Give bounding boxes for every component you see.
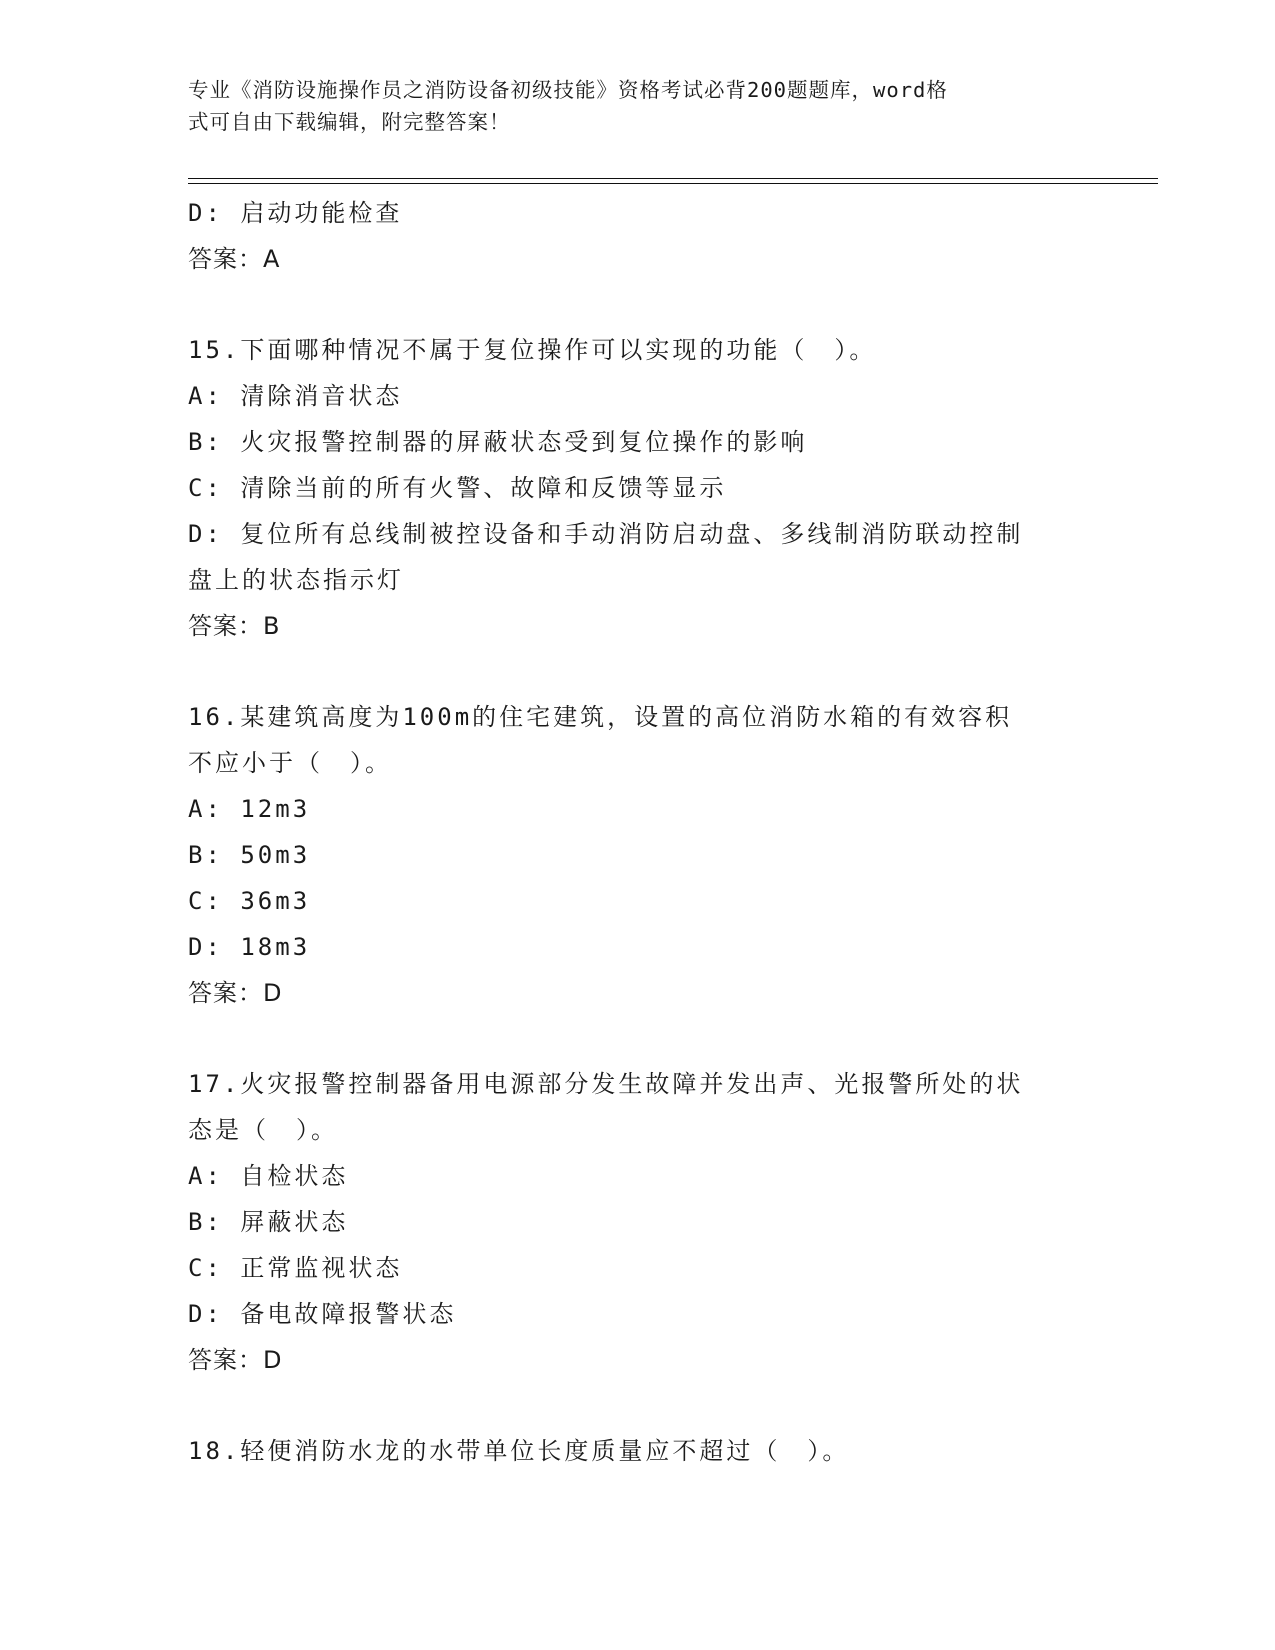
option-d: D: 备电故障报警状态 bbox=[188, 1300, 457, 1328]
option-d-line-2: 盘上的状态指示灯 bbox=[188, 566, 404, 594]
option-b: B: 50m3 bbox=[188, 841, 311, 869]
question-15 bbox=[188, 327, 1088, 649]
option-a: A: 自检状态 bbox=[188, 1162, 349, 1190]
option-d: D: 18m3 bbox=[188, 933, 311, 961]
question-stem-line-2: 态是（ ）。 bbox=[188, 1116, 338, 1144]
option-c: C: 正常监视状态 bbox=[188, 1254, 403, 1282]
question-list bbox=[188, 190, 1088, 1474]
question-stem-line-1: 16.某建筑高度为100m的住宅建筑，设置的高位消防水箱的有效容积 bbox=[188, 703, 1013, 731]
document-header bbox=[188, 74, 1078, 138]
option-d: D: 启动功能检查 bbox=[188, 199, 403, 227]
question-16 bbox=[188, 694, 1088, 1016]
option-b: B: 屏蔽状态 bbox=[188, 1208, 349, 1236]
answer: 答案：A bbox=[188, 245, 281, 273]
option-d-line-1: D: 复位所有总线制被控设备和手动消防启动盘、多线制消防联动控制 bbox=[188, 520, 1024, 548]
option-a: A: 清除消音状态 bbox=[188, 382, 403, 410]
option-c: C: 36m3 bbox=[188, 887, 311, 915]
header-rule-bottom bbox=[188, 183, 1158, 184]
header-line-2: 式可自由下载编辑，附完整答案！ bbox=[188, 110, 511, 134]
header-line-1: 专业《消防设施操作员之消防设备初级技能》资格考试必背200题题库，word格 bbox=[188, 78, 948, 102]
answer: 答案：B bbox=[188, 612, 281, 640]
question-stem-line-1: 17.火灾报警控制器备用电源部分发生故障并发出声、光报警所处的状 bbox=[188, 1070, 1024, 1098]
question-stem: 15.下面哪种情况不属于复位操作可以实现的功能（ ）。 bbox=[188, 336, 877, 364]
answer: 答案：D bbox=[188, 1346, 283, 1374]
question-17 bbox=[188, 1061, 1088, 1383]
question-stem-line-2: 不应小于（ ）。 bbox=[188, 749, 392, 777]
question-18 bbox=[188, 1428, 1088, 1474]
question-14-tail bbox=[188, 190, 1088, 282]
option-b: B: 火灾报警控制器的屏蔽状态受到复位操作的影响 bbox=[188, 428, 808, 456]
answer: 答案：D bbox=[188, 979, 283, 1007]
option-c: C: 清除当前的所有火警、故障和反馈等显示 bbox=[188, 474, 727, 502]
option-a: A: 12m3 bbox=[188, 795, 311, 823]
question-stem: 18.轻便消防水龙的水带单位长度质量应不超过（ ）。 bbox=[188, 1437, 850, 1465]
header-rule-top bbox=[188, 178, 1158, 179]
